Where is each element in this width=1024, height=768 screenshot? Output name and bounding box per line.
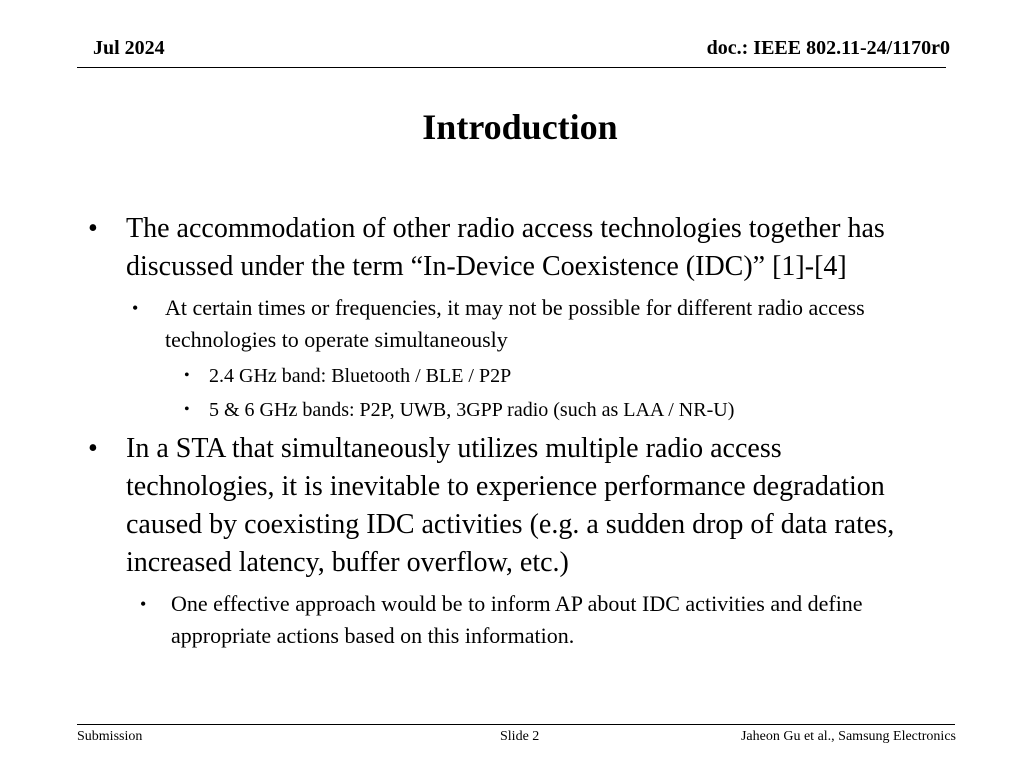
bullet-marker: •: [132, 298, 139, 318]
footer-submission: Submission: [77, 729, 143, 744]
header-divider: [77, 67, 946, 68]
footer-divider: [77, 724, 955, 725]
footer-author: Jaheon Gu et al., Samsung Electronics: [740, 729, 956, 744]
footer-slide-number: Slide 2: [500, 729, 540, 744]
slide-body: [0, 210, 1024, 652]
bullet-2: [0, 430, 926, 582]
bullet-2-1: [0, 588, 961, 652]
bullet-1-1-2: [0, 396, 949, 424]
bullet-1-1-1-text: 2.4 GHz band: Bluetooth / BLE / P2P: [209, 365, 512, 387]
bullet-2-1-text: One effective approach would be to inform AP about IDC activities and define appropriate actions based on this information.: [171, 591, 863, 648]
bullet-1-1-1: [0, 362, 949, 390]
bullet-marker: •: [88, 433, 98, 464]
bullet-marker: •: [140, 594, 147, 614]
bullet-1: [0, 210, 926, 286]
slide-title: Introduction: [422, 107, 618, 147]
bullet-marker: •: [184, 401, 190, 418]
bullet-1-1-text: At certain times or frequencies, it may not be possible for different radio access technologies to operate simultaneously: [165, 295, 865, 352]
header-doc-id: doc.: IEEE 802.11-24/1170r0: [706, 37, 950, 59]
bullet-marker: •: [88, 213, 98, 244]
bullet-1-1-2-text: 5 & 6 GHz bands: P2P, UWB, 3GPP radio (such as LAA / NR-U): [209, 399, 735, 421]
bullet-1-1: [0, 292, 955, 356]
bullet-marker: •: [184, 367, 190, 384]
bullet-1-text: The accommodation of other radio access technologies together has discussed under the term “In-Device Coexistence (IDC)” [1]-[4]: [126, 213, 885, 282]
header-date: Jul 2024: [93, 37, 165, 59]
bullet-2-text: In a STA that simultaneously utilizes multiple radio access technologies, it is inevitable to experience performance degradation caused by coexisting IDC activities (e.g. a sudden drop of data rates, increased latency, buffer overflow, etc.): [126, 433, 895, 578]
